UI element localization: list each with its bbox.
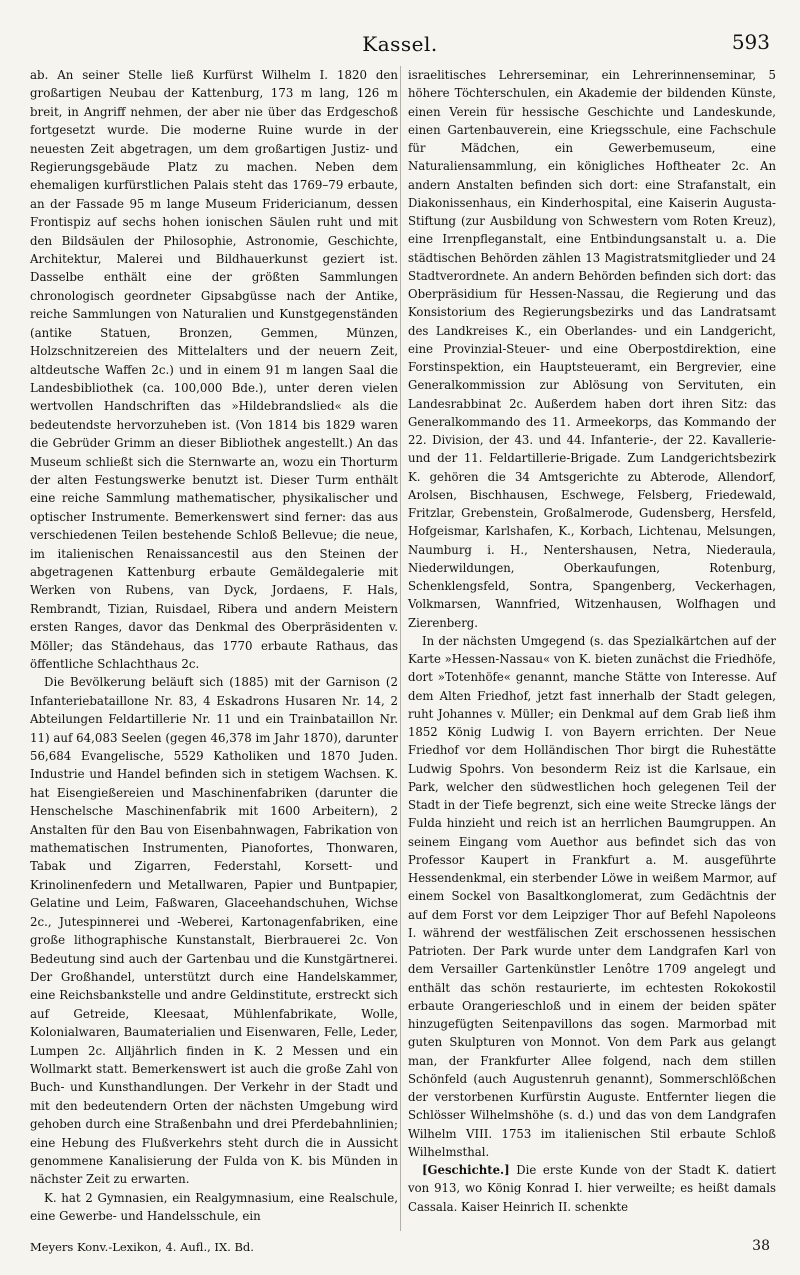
page-title: Kassel. (362, 32, 438, 56)
right-column (408, 66, 776, 1216)
history-paragraph (408, 1161, 776, 1216)
paragraph: K. hat 2 Gymnasien, ein Realgymnasium, eine Realschule, eine Gewerbe- und Handelsschule, ein (30, 1190, 398, 1224)
printer-signature: Meyers Konv.-Lexikon, 4. Aufl., IX. Bd. (30, 1240, 254, 1254)
left-column (30, 66, 398, 1226)
column-divider (400, 66, 401, 1231)
page-header (30, 30, 770, 58)
page-number: 593 (731, 30, 770, 54)
paragraph: ab. An seiner Stelle ließ Kurfürst Wilhelm I. 1820 den großartigen Neubau der Kattenburg, 173 m lang, 126 m breit, in Angriff nehmen, der aber nie über das Erdgeschoß fortgesetzt wurde. Die moderne Ruine wurde in der neuesten Zeit abgetragen, um dem großartigen Justiz- und Regierungsgebäude Platz zu machen. Neben dem ehemaligen kurfürstlichen Palais steht das 1769–79 erbaute, an der Fassade 95 m lange Museum Fridericianum, dessen Frontispiz auf sechs hohen ionischen Säulen ruht und mit den Bildsäulen der Philosophie, Astronomie, Geschichte, Architektur, Malerei und Bildhauerkunst geziert ist. Dasselbe enthält eine der größten Sammlungen chronologisch geordneter Gipsabgüsse nach der Antike, reiche Sammlungen von Naturalien und Kunstgegenständen (antike Statuen, Bronzen, Gemmen, Münzen, Holzschnitzereien des Mittelalters und der neuern Zeit, altdeutsche Waffen 2c.) und in einem 91 m langen Saal die Landesbibliothek (ca. 100,000 Bde.), unter deren vielen wertvollen Handschriften das »Hildebrandslied« als die bedeutendste hervorzuheben ist. (Von 1814 bis 1829 waren die Gebrüder Grimm an dieser Bibliothek angestellt.) An das Museum schließt sich die Sternwarte an, wozu ein Thorturm der alten Festungswerke benutzt ist. Dieser Turm enthält eine reiche Sammlung mathematischer, physikalischer und optischer Instrumente. Bemerkenswert sind ferner: das aus verschiedenen Teilen bestehende Schloß Bellevue; die neue, im italienischen Renaissancestil aus den Steinen der abgetragenen Kattenburg erbaute Gemäldegalerie mit Werken von Rubens, van Dyck, Jordaens, F. Hals, Rembrandt, Tizian, Ruisdael, Ribera und andern Meistern ersten Ranges, davor das Denkmal des Oberpräsidenten v. Möller; das Ständehaus, das 1770 erbaute Rathaus, das öffentliche Schlachthaus 2c. (30, 68, 398, 671)
paragraph: israelitisches Lehrerseminar, ein Lehrerinnenseminar, 5 höhere Töchterschulen, ein Akademie der bildenden Künste, einen Verein für hessische Geschichte und Landeskunde, einen Gartenbauverein, eine Kriegsschule, eine Fachschule für Mädchen, ein Gewerbemuseum, eine Naturaliensammlung, ein königliches Hoftheater 2c. An andern Anstalten befinden sich dort: eine Strafanstalt, ein Diakonissenhaus, ein Kinderhospital, eine Kaiserin Augusta-Stiftung (zur Ausbildung von Schwestern vom Roten Kreuz), eine Irrenpfleganstalt, eine Entbindungsanstalt u. a. Die städtischen Behörden zählen 13 Magistratsmitglieder und 24 Stadtverordnete. An andern Behörden befinden sich dort: das Oberpräsidium für Hessen-Nassau, die Regierung und das Konsistorium des Regierungsbezirks und das Landratsamt des Landkreises K., ein Oberlandes- und ein Landgericht, eine Provinzial-Steuer- und eine Oberpostdirektion, eine Forstinspektion, ein Hauptsteueramt, ein Bergrevier, eine Generalkommission zur Ablösung von Servituten, ein Landesrabbinat 2c. Außerdem haben dort ihren Sitz: das Generalkommando des 11. Armeekorps, das Kommando der 22. Division, der 43. und 44. Infanterie-, der 22. Kavallerie- und der 11. Feldartillerie-Brigade. Zum Landgerichtsbezirk K. gehören die 34 Amtsgerichte zu Abterode, Allendorf, Arolsen, Bischhausen, Eschwege, Felsberg, Friedewald, Fritzlar, Grebenstein, Großalmerode, Gudensberg, Hersfeld, Hofgeismar, Karlshafen, K., Korbach, Lichtenau, Melsungen, Naumburg i. H., Nentershausen, Netra, Niederaula, Niederwildungen, Oberkaufungen, Rotenburg, Schenklengsfeld, Sontra, Spangenberg, Veckerhagen, Volkmarsen, Wannfried, Witzenhausen, Wolfhagen und Zierenberg. (408, 68, 776, 630)
history-text: Die erste Kunde von der Stadt K. datiert von 913, wo König Konrad I. hier verweilte; es heißt damals Cassala. Kaiser Heinrich II. schenkte (408, 1163, 776, 1214)
sheet-number: 38 (752, 1238, 770, 1254)
section-heading: [Geschichte.] (422, 1163, 510, 1177)
paragraph: Die Bevölkerung beläuft sich (1885) mit der Garnison (2 Infanteriebataillone Nr. 83, 4 Eskadrons Husaren Nr. 14, 2 Abteilungen Feldartillerie Nr. 11 und ein Trainbataillon Nr. 11) auf 64,083 Seelen (gegen 46,378 im Jahr 1870), darunter 56,684 Evangelische, 5529 Katholiken und 1870 Juden. Industrie und Handel befinden sich in stetigem Wachsen. K. hat Eisengießereien und Maschinenfabriken (darunter die Henschelsche Maschinenfabrik mit 1600 Arbeitern), 2 Anstalten für den Bau von Eisenbahnwagen, Fabrikation von mathematischen Instrumenten, Pianofortes, Thonwaren, Tabak und Zigarren, Federstahl, Korsett- und Krinolinenfedern und Metallwaren, Papier und Buntpapier, Gelatine und Leim, Faßwaren, Glaceehandschuhen, Wichse 2c., Jutespinnerei und -Weberei, Kartonagenfabriken, eine große lithographische Kunstanstalt, Bierbrauerei 2c. Von Bedeutung sind auch der Gartenbau und die Kunstgärtnerei. Der Großhandel, unterstützt durch eine Handelskammer, eine Reichsbankstelle und andre Geldinstitute, erstreckt sich auf Getreide, Kleesaat, Mühlenfabrikate, Wolle, Kolonialwaren, Baumaterialien und Eisenwaren, Felle, Leder, Lumpen 2c. Alljährlich finden in K. 2 Messen und ein Wollmarkt statt. Bemerkenswert ist auch die große Zahl von Buch- und Kunsthandlungen. Der Verkehr in der Stadt und mit den bedeutendern Orten der nächsten Umgebung wird gehoben durch eine Straßenbahn und drei Pferdebahnlinien; eine Hebung des Flußverkehrs steht durch die in Aussicht genommene Kanalisierung der Fulda von K. bis Münden in nächster Zeit zu erwarten. (30, 675, 398, 1187)
paragraph: In der nächsten Umgegend (s. das Spezialkärtchen auf der Karte »Hessen-Nassau« von K. bieten zunächst die Friedhöfe, dort »Totenhöfe« genannt, manche Stätte von Interesse. Auf dem Alten Friedhof, jetzt fast innerhalb der Stadt gelegen, ruht Johannes v. Müller; ein Denkmal auf dem Grab ließ ihm 1852 König Ludwig I. von Bayern errichten. Der Neue Friedhof vor dem Holländischen Thor birgt die Ruhestätte Ludwig Spohrs. Von besonderm Reiz ist die Karlsaue, ein Park, welcher den südwestlichen hoch gelegenen Teil der Stadt in der Tiefe begrenzt, sich eine weite Strecke längs der Fulda hinzieht und reich ist an herrlichen Baumgruppen. An seinem Eingang vom Auethor aus befindet sich das von Professor Kaupert in Frankfurt a. M. ausgeführte Hessendenkmal, ein sterbender Löwe in weißem Marmor, auf einem Sockel von Basaltkonglomerat, zum Gedächtnis der auf dem Forst vor dem Leipziger Thor auf Befehl Napoleons I. während der westfälischen Zeit erschossenen hessischen Patrioten. Der Park wurde unter dem Landgrafen Karl von dem Versailler Gartenkünstler Lenôtre 1709 angelegt und enthält das schön restaurierte, im echtesten Rokokostil erbaute Orangerieschloß und in einem der beiden später hinzugefügten Seitenpavillons das sogen. Marmorbad mit guten Skulpturen von Monnot. Von dem Park aus gelangt man, der Frankfurter Allee folgend, nach dem stillen Schönfeld (auch Augustenruh genannt), Sommerschlößchen der verstorbenen Kurfürstin Auguste. Entfernter liegen die Schlösser Wilhelmshöhe (s. d.) und das von dem Landgrafen Wilhelm VIII. 1753 im italienischen Stil erbaute Schloß Wilhelmsthal. (408, 633, 776, 1159)
